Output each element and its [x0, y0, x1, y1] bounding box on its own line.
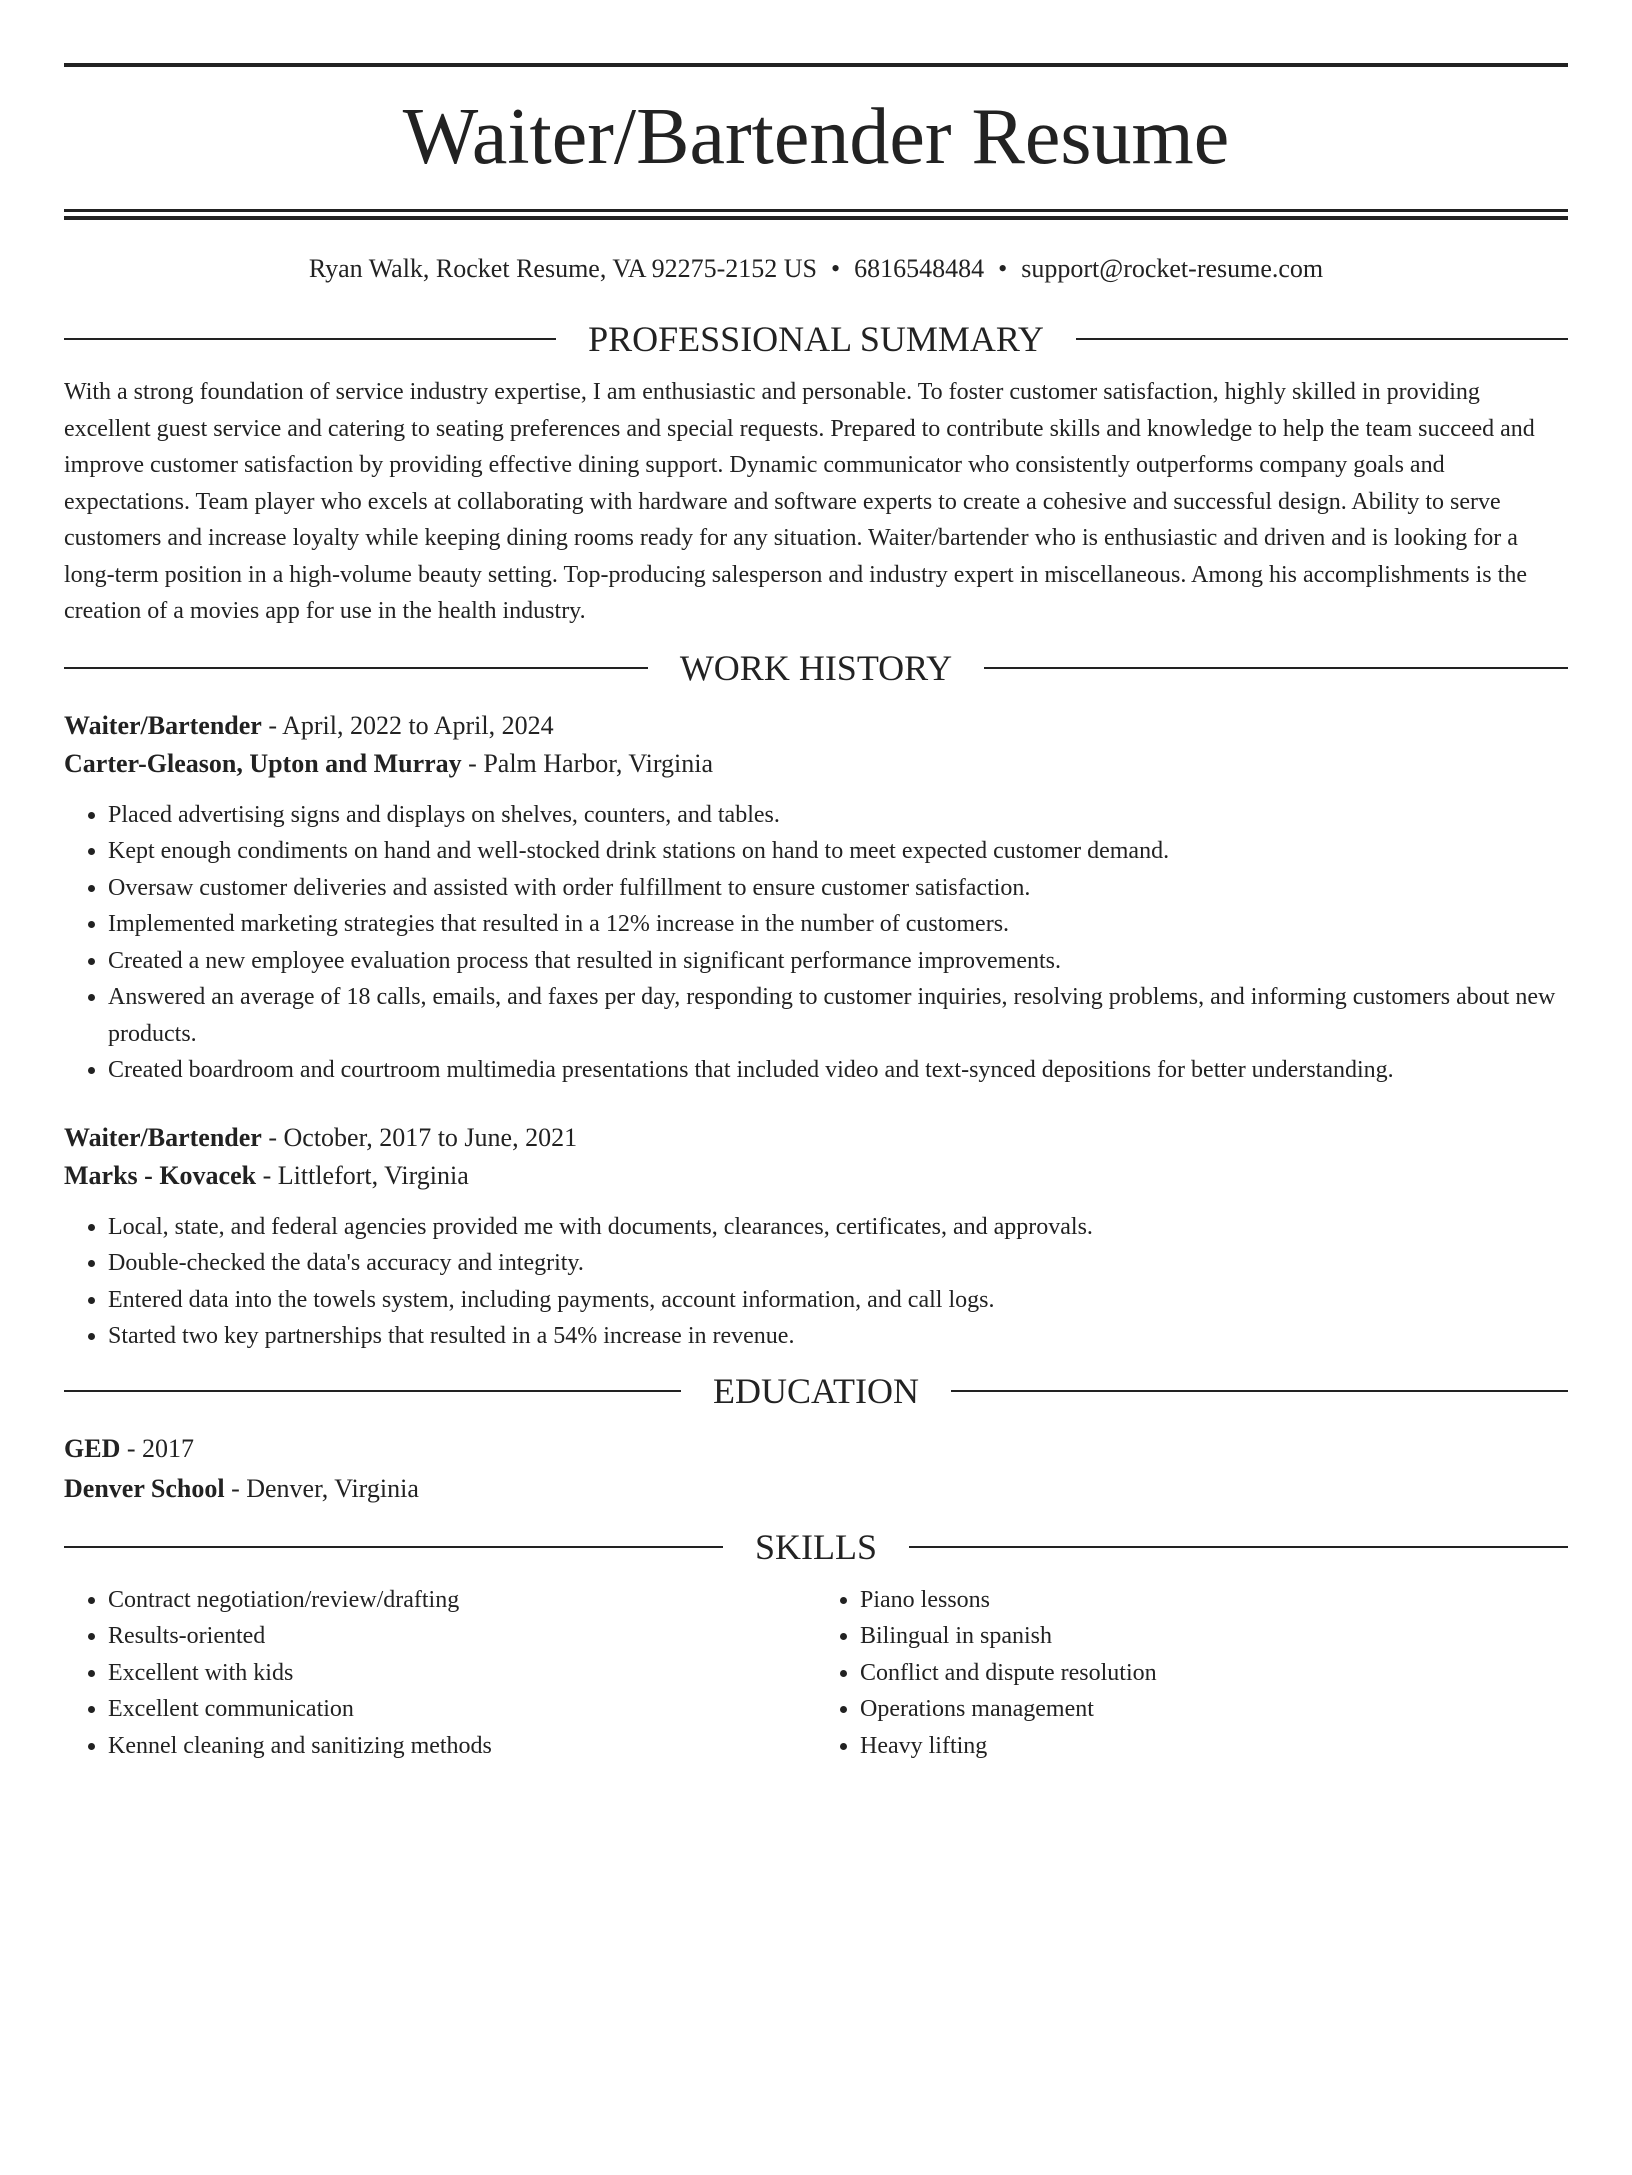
- education-school-line: [64, 1469, 1568, 1509]
- skill-item: • Heavy lifting: [860, 1728, 1568, 1765]
- contact-address: Ryan Walk, Rocket Resume, VA 92275-2152 US: [308, 254, 818, 283]
- skills-list-right: [816, 1582, 1568, 1765]
- skill-item: • Contract negotiation/review/drafting: [108, 1582, 816, 1619]
- skill-item: • Operations management: [860, 1691, 1568, 1728]
- job-entry: [64, 1119, 1568, 1355]
- skills-columns: [64, 1582, 1568, 1765]
- job-bullet: • Created boardroom and courtroom multimedia presentations that included video and text-synced depositions for better understanding.: [108, 1052, 1568, 1089]
- heading-rule-right: [951, 1390, 1568, 1392]
- job-title-line: [64, 707, 1568, 745]
- job-bullet: • Oversaw customer deliveries and assisted with order fulfillment to ensure customer satisfaction.: [108, 870, 1568, 907]
- job-dates: - April, 2022 to April, 2024: [261, 710, 554, 740]
- section-heading-education: [64, 1367, 1568, 1415]
- job-company-line: [64, 745, 1568, 783]
- job-entry: [64, 707, 1568, 1089]
- job-dates: - October, 2017 to June, 2021: [261, 1122, 578, 1152]
- job-bullets: [64, 797, 1568, 1089]
- skill-item: • Kennel cleaning and sanitizing methods: [108, 1728, 816, 1765]
- job-location: - Littlefort, Virginia: [256, 1160, 469, 1190]
- skill-item: • Results-oriented: [108, 1618, 816, 1655]
- job-company: Marks - Kovacek: [64, 1160, 257, 1190]
- job-company: Carter-Gleason, Upton and Murray: [64, 748, 462, 778]
- job-bullet: • Local, state, and federal agencies provided me with documents, clearances, certificates, and approvals.: [108, 1209, 1568, 1246]
- skill-item: • Conflict and dispute resolution: [860, 1655, 1568, 1692]
- skill-item: • Excellent with kids: [108, 1655, 816, 1692]
- contact-separator: •: [831, 254, 841, 283]
- job-bullet: • Answered an average of 18 calls, emails, and faxes per day, responding to customer inquiries, resolving problems, and informing customers about new products.: [108, 979, 1568, 1052]
- section-heading-skills: [64, 1523, 1568, 1571]
- skills-list-left: [64, 1582, 816, 1765]
- job-bullet: • Placed advertising signs and displays on shelves, counters, and tables.: [108, 797, 1568, 834]
- heading-rule-left: [64, 338, 556, 340]
- heading-rule-right: [984, 667, 1568, 669]
- education-degree: GED: [64, 1433, 121, 1463]
- job-bullet: • Double-checked the data's accuracy and integrity.: [108, 1245, 1568, 1282]
- contact-line: [64, 252, 1568, 286]
- job-bullet: • Started two key partnerships that resulted in a 54% increase in revenue.: [108, 1318, 1568, 1355]
- job-title: Waiter/Bartender: [64, 1122, 262, 1152]
- education-entry: [64, 1429, 1568, 1509]
- job-bullet: • Implemented marketing strategies that resulted in a 12% increase in the number of customers.: [108, 906, 1568, 943]
- title-double-rule: [64, 209, 1568, 220]
- job-bullet: • Entered data into the towels system, including payments, account information, and call logs.: [108, 1282, 1568, 1319]
- heading-rule-left: [64, 1546, 723, 1548]
- job-bullets: [64, 1209, 1568, 1355]
- section-heading-label: EDUCATION: [713, 1370, 919, 1411]
- resume-title: Waiter/Bartender Resume: [402, 93, 1230, 181]
- job-title-line: [64, 1119, 1568, 1157]
- section-heading-summary: [64, 315, 1568, 363]
- contact-email: support@rocket-resume.com: [1021, 254, 1324, 283]
- contact-separator: •: [998, 254, 1008, 283]
- job-bullet: • Kept enough condiments on hand and well-stocked drink stations on hand to meet expected customer demand.: [108, 833, 1568, 870]
- resume-page: [0, 63, 1632, 2175]
- job-company-line: [64, 1157, 1568, 1195]
- education-degree-line: [64, 1429, 1568, 1469]
- skill-item: • Excellent communication: [108, 1691, 816, 1728]
- heading-rule-left: [64, 1390, 681, 1392]
- education-school: Denver School: [64, 1473, 225, 1503]
- job-bullet: • Created a new employee evaluation process that resulted in significant performance improvements.: [108, 943, 1568, 980]
- education-location: - Denver, Virginia: [224, 1473, 419, 1503]
- heading-rule-right: [909, 1546, 1568, 1548]
- section-heading-label: SKILLS: [755, 1526, 878, 1567]
- skill-item: • Piano lessons: [860, 1582, 1568, 1619]
- heading-rule-right: [1076, 338, 1568, 340]
- section-heading-work: [64, 644, 1568, 692]
- skill-item: • Bilingual in spanish: [860, 1618, 1568, 1655]
- top-rule: [64, 63, 1568, 67]
- job-location: - Palm Harbor, Virginia: [461, 748, 714, 778]
- summary-text: With a strong foundation of service industry expertise, I am enthusiastic and personable. To foster customer satisfaction, highly skilled in providing excellent guest service and catering to seating preferences and special requests. Prepared to contribute skills and knowledge to help the team succeed and improve customer satisfaction by providing effective dining support. Dynamic communicator who consistently outperforms company goals and expectations. Team player who excels at collaborating with hardware and software experts to create a cohesive and successful design. Ability to serve customers and increase loyalty while keeping dining rooms ready for any situation. Waiter/bartender who is enthusiastic and driven and is looking for a long-term position in a high-volume beauty setting. Top-producing salesperson and industry expert in miscellaneous. Among his accomplishments is the creation of a movies app for use in the health industry.: [64, 379, 1535, 624]
- section-heading-label: PROFESSIONAL SUMMARY: [588, 319, 1044, 359]
- education-year: - 2017: [120, 1433, 195, 1463]
- section-heading-label: WORK HISTORY: [679, 647, 953, 688]
- heading-rule-left: [64, 667, 648, 669]
- contact-phone: 6816548484: [854, 254, 985, 283]
- job-title: Waiter/Bartender: [64, 710, 262, 740]
